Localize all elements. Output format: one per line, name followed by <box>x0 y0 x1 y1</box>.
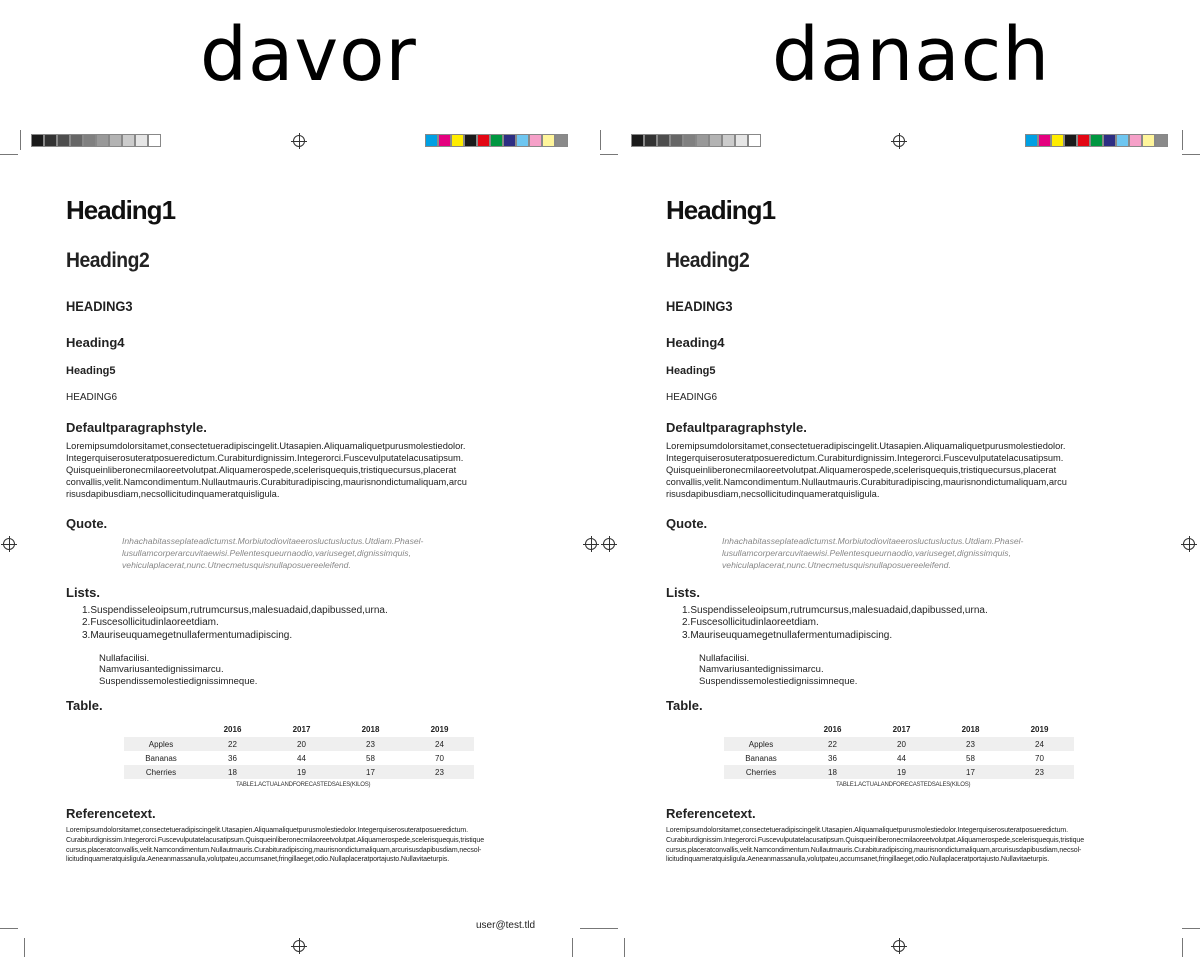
table-title: Table. <box>666 698 703 713</box>
table-cell: Cherries <box>724 765 798 779</box>
table-header-cell: 2018 <box>361 725 380 734</box>
quote-title: Quote. <box>66 516 108 531</box>
gray-swatch <box>722 134 735 147</box>
list-item: 3.Mauriseuquamegetnullafermentumadipiscing. <box>682 629 893 641</box>
gray-swatch <box>148 134 161 147</box>
ordered-list <box>82 605 388 642</box>
gray-swatch <box>109 134 122 147</box>
quote-text: Inhachabitasseplateadictumst.Morbiutodiovitaeerosluctusluctus.Utdiam.Phasel- lusullamcorperarcuvitaewisi.Pellentesqueurnaodio,variuseget,dignissimquis, vehiculaplacerat,nunc.Utnecmetusquisnullaposuereeleifend. <box>122 536 424 570</box>
ordered-list <box>682 605 988 642</box>
table-cell: 70 <box>1035 753 1044 763</box>
registration-mark-icon <box>893 940 905 952</box>
default-paragraph-title: Defaultparagraphstyle. <box>666 420 807 435</box>
registration-mark-icon <box>293 135 305 147</box>
heading-1: Heading1 <box>66 195 176 225</box>
table-title: Table. <box>66 698 103 713</box>
registration-mark-icon <box>3 538 15 550</box>
table-cell: 24 <box>1005 737 1074 751</box>
color-swatch <box>503 134 516 147</box>
heading-3: HEADING3 <box>66 298 133 314</box>
color-swatch <box>1116 134 1129 147</box>
table-cell: 36 <box>228 753 237 763</box>
heading-4: Heading4 <box>666 335 725 350</box>
table-header-cell: 2017 <box>292 725 311 734</box>
table-cell: 20 <box>267 737 336 751</box>
list-item: Nullafacilisi. <box>699 653 750 664</box>
gray-swatch <box>696 134 709 147</box>
table-cell: 24 <box>405 737 474 751</box>
table-cell: 19 <box>867 765 936 779</box>
color-calibration-strip <box>1025 134 1168 147</box>
color-calibration-strip <box>425 134 568 147</box>
crop-mark <box>1182 130 1184 150</box>
table-cell: 18 <box>798 765 867 779</box>
gray-calibration-strip <box>631 134 761 147</box>
registration-mark-icon <box>1183 538 1195 550</box>
unordered-list <box>99 653 257 687</box>
registration-mark-icon <box>603 538 615 550</box>
table-row <box>124 737 474 751</box>
gray-swatch <box>70 134 83 147</box>
gray-swatch <box>670 134 683 147</box>
table-row <box>724 765 1074 779</box>
crop-mark <box>1182 938 1184 957</box>
crop-mark <box>0 928 18 930</box>
crop-mark <box>580 928 600 930</box>
color-swatch <box>451 134 464 147</box>
footer-email: user@test.tld <box>476 920 536 931</box>
table-row <box>724 751 1074 765</box>
heading-4: Heading4 <box>66 335 125 350</box>
color-swatch <box>425 134 438 147</box>
crop-mark <box>1182 154 1200 156</box>
table-header-cell: 2017 <box>892 725 911 734</box>
gray-swatch <box>44 134 57 147</box>
color-swatch <box>1064 134 1077 147</box>
page-after <box>600 118 1200 957</box>
heading-5: Heading5 <box>66 365 116 377</box>
color-swatch <box>1090 134 1103 147</box>
table-cell: 70 <box>435 753 444 763</box>
crop-mark <box>1182 928 1200 930</box>
table-cell: Apples <box>124 737 198 751</box>
crop-mark <box>0 154 18 156</box>
table-cell: 17 <box>936 765 1005 779</box>
table-caption: TABLE1.ACTUALANDFORECASTEDSALES(KILOS) <box>236 782 371 788</box>
list-item: Namvariusantedignissimarcu. <box>699 664 824 676</box>
gray-swatch <box>657 134 670 147</box>
gray-calibration-strip <box>31 134 161 147</box>
table-cell: 19 <box>267 765 336 779</box>
crop-mark <box>600 130 621 150</box>
lists-title: Lists. <box>666 585 700 600</box>
heading-2: Heading2 <box>66 249 150 272</box>
table-header-cell: 2016 <box>223 725 242 734</box>
default-paragraph-title: Defaultparagraphstyle. <box>66 420 207 435</box>
default-paragraph-text: Loremipsumdolorsitamet,consectetueradipiscingelit.Utasapien.Aliquamaliquetpurusmolestiedolor. Integerquiserosuteratposueredictum.Curabiturdignissim.Integerorci.Fuscevulputatelacusatipsum. Quisqueinliberonecmilaoreetvolutpat.Aliquamerospede,scelerisquequis,tristiquecursus,placerat convallis,velit.Namcondimentum.Nullautmauris.Curabituradipiscing,maurisnondictumaliquam,arcu risusdapibusdiam,necsollicitudinquameratquisligula. <box>66 441 467 500</box>
unordered-list <box>699 653 857 687</box>
color-swatch <box>1051 134 1064 147</box>
list-item: Suspendissemolestiedignissimneque. <box>699 675 858 687</box>
table-caption: TABLE1.ACTUALANDFORECASTEDSALES(KILOS) <box>836 782 971 788</box>
gray-swatch <box>57 134 70 147</box>
gray-swatch <box>709 134 722 147</box>
table-cell: 36 <box>828 753 837 763</box>
color-swatch <box>438 134 451 147</box>
registration-mark-icon <box>293 940 305 952</box>
list-item: 1.Suspendisseleoipsum,rutrumcursus,malesuadaid,dapibussed,urna. <box>82 605 388 616</box>
list-item: Nullafacilisi. <box>99 653 150 664</box>
registration-mark-icon <box>893 135 905 147</box>
gray-swatch <box>644 134 657 147</box>
table-cell: 23 <box>405 765 474 779</box>
gray-swatch <box>31 134 44 147</box>
color-swatch <box>1025 134 1038 147</box>
table-cell: 22 <box>798 737 867 751</box>
table-cell: 18 <box>198 765 267 779</box>
gray-swatch <box>135 134 148 147</box>
table-row <box>124 765 474 779</box>
color-swatch <box>490 134 503 147</box>
color-swatch <box>1038 134 1051 147</box>
heading-6: HEADING6 <box>66 392 118 403</box>
quote-title: Quote. <box>666 516 708 531</box>
list-item: 2.Fuscesollicitudinlaoreetdiam. <box>82 617 219 629</box>
table-header-row <box>124 722 474 737</box>
table-cell: 17 <box>336 765 405 779</box>
table-cell: 23 <box>1005 765 1074 779</box>
color-swatch <box>529 134 542 147</box>
color-swatch <box>1077 134 1090 147</box>
gray-swatch <box>122 134 135 147</box>
crop-mark <box>600 928 618 930</box>
crop-mark <box>0 130 21 150</box>
list-item: Namvariusantedignissimarcu. <box>99 664 224 676</box>
gray-swatch <box>683 134 696 147</box>
reference-text: Loremipsumdolorsitamet,consectetueradipiscingelit.Utasapien.Aliquamaliquetpurusmolestiedolor.Integerquiserosuteratposueredictum. Curabiturdignissim.Integerorci.Fuscevulputatelacusatipsum.Quisqueinliberonecmilaoreetvolutpat.Aliquamerospede,scelerisquequis,tristique cursus,placeratconvallis,velit.Namcondimentum.Nullautmauris.Curabituradipiscing,maurisnondictumaliquam,arcurisusdapibusdiam,necsol- licitudinquameratquisligula.Aeneanmassanulla,volutpateu,accumsanet,fringillaeget,odio.Nullaplaceratportajusto.Nullavitaeturpis. <box>666 827 1085 864</box>
gray-swatch <box>735 134 748 147</box>
color-swatch <box>1103 134 1116 147</box>
list-item: 2.Fuscesollicitudinlaoreetdiam. <box>682 617 819 629</box>
table-row <box>724 737 1074 751</box>
heading-1: Heading1 <box>666 195 776 225</box>
page-before <box>0 118 600 957</box>
default-paragraph-text: Loremipsumdolorsitamet,consectetueradipiscingelit.Utasapien.Aliquamaliquetpurusmolestiedolor. Integerquiserosuteratposueredictum.Curabiturdignissim.Integerorci.Fuscevulputatelacusatipsum. Quisqueinliberonecmilaoreetvolutpat.Aliquamerospede,scelerisquequis,tristiquecursus,placerat convallis,velit.Namcondimentum.Nullautmauris.Curabituradipiscing,maurisnondictumaliquam,arcu risusdapibusdiam,necsollicitudinquameratquisligula. <box>666 441 1067 500</box>
table-cell: 23 <box>936 737 1005 751</box>
table-cell: Bananas <box>745 753 777 763</box>
crop-mark <box>624 938 626 957</box>
color-swatch <box>1142 134 1155 147</box>
crop-mark <box>600 154 618 156</box>
reference-title: Referencetext. <box>666 806 756 821</box>
registration-mark-icon <box>585 538 597 550</box>
color-swatch <box>1155 134 1168 147</box>
table-cell: Apples <box>724 737 798 751</box>
table-cell: 44 <box>297 753 306 763</box>
sales-table <box>124 722 474 779</box>
crop-mark <box>572 938 574 957</box>
table-header-cell: 2019 <box>430 725 449 734</box>
table-cell: 22 <box>198 737 267 751</box>
reference-text: Loremipsumdolorsitamet,consectetueradipiscingelit.Utasapien.Aliquamaliquetpurusmolestiedolor.Integerquiserosuteratposueredictum. Curabiturdignissim.Integerorci.Fuscevulputatelacusatipsum.Quisqueinliberonecmilaoreetvolutpat.Aliquamerospede,scelerisquequis,tristique cursus,placeratconvallis,velit.Namcondimentum.Nullautmauris.Curabituradipiscing,maurisnondictumaliquam,arcurisusdapibusdiam,necsol- licitudinquameratquisligula.Aeneanmassanulla,volutpateu,accumsanet,fringillaeget,odio.Nullaplaceratportajusto.Nullavitaeturpis. <box>66 827 485 864</box>
gray-swatch <box>631 134 644 147</box>
color-swatch <box>464 134 477 147</box>
color-swatch <box>477 134 490 147</box>
table-cell: 58 <box>366 753 375 763</box>
heading-3: HEADING3 <box>666 298 733 314</box>
title-after: danach <box>772 12 1051 98</box>
table-header-cell <box>124 722 198 737</box>
reference-title: Referencetext. <box>66 806 156 821</box>
table-header-cell <box>724 722 798 737</box>
title-before: davor <box>200 12 417 98</box>
color-swatch <box>1129 134 1142 147</box>
table-cell: 58 <box>966 753 975 763</box>
quote-text: Inhachabitasseplateadictumst.Morbiutodiovitaeerosluctusluctus.Utdiam.Phasel- lusullamcorperarcuvitaewisi.Pellentesqueurnaodio,variuseget,dignissimquis, vehiculaplacerat,nunc.Utnecmetusquisnullaposuereeleifend. <box>722 536 1024 570</box>
color-swatch <box>555 134 568 147</box>
heading-6: HEADING6 <box>666 392 718 403</box>
gray-swatch <box>748 134 761 147</box>
table-header-cell: 2019 <box>1030 725 1049 734</box>
list-item: Suspendissemolestiedignissimneque. <box>99 675 258 687</box>
table-cell: Bananas <box>145 753 177 763</box>
color-swatch <box>516 134 529 147</box>
table-header-cell: 2016 <box>823 725 842 734</box>
heading-2: Heading2 <box>666 249 750 272</box>
table-cell: 23 <box>336 737 405 751</box>
table-header-cell: 2018 <box>961 725 980 734</box>
table-cell: 20 <box>867 737 936 751</box>
heading-5: Heading5 <box>666 365 716 377</box>
table-cell: Cherries <box>124 765 198 779</box>
list-item: 3.Mauriseuquamegetnullafermentumadipiscing. <box>82 629 293 641</box>
table-row <box>124 751 474 765</box>
table-header-row <box>724 722 1074 737</box>
sales-table <box>724 722 1074 779</box>
table-cell: 44 <box>897 753 906 763</box>
lists-title: Lists. <box>66 585 100 600</box>
gray-swatch <box>83 134 96 147</box>
crop-mark <box>24 938 26 957</box>
color-swatch <box>542 134 555 147</box>
gray-swatch <box>96 134 109 147</box>
list-item: 1.Suspendisseleoipsum,rutrumcursus,malesuadaid,dapibussed,urna. <box>682 605 988 616</box>
